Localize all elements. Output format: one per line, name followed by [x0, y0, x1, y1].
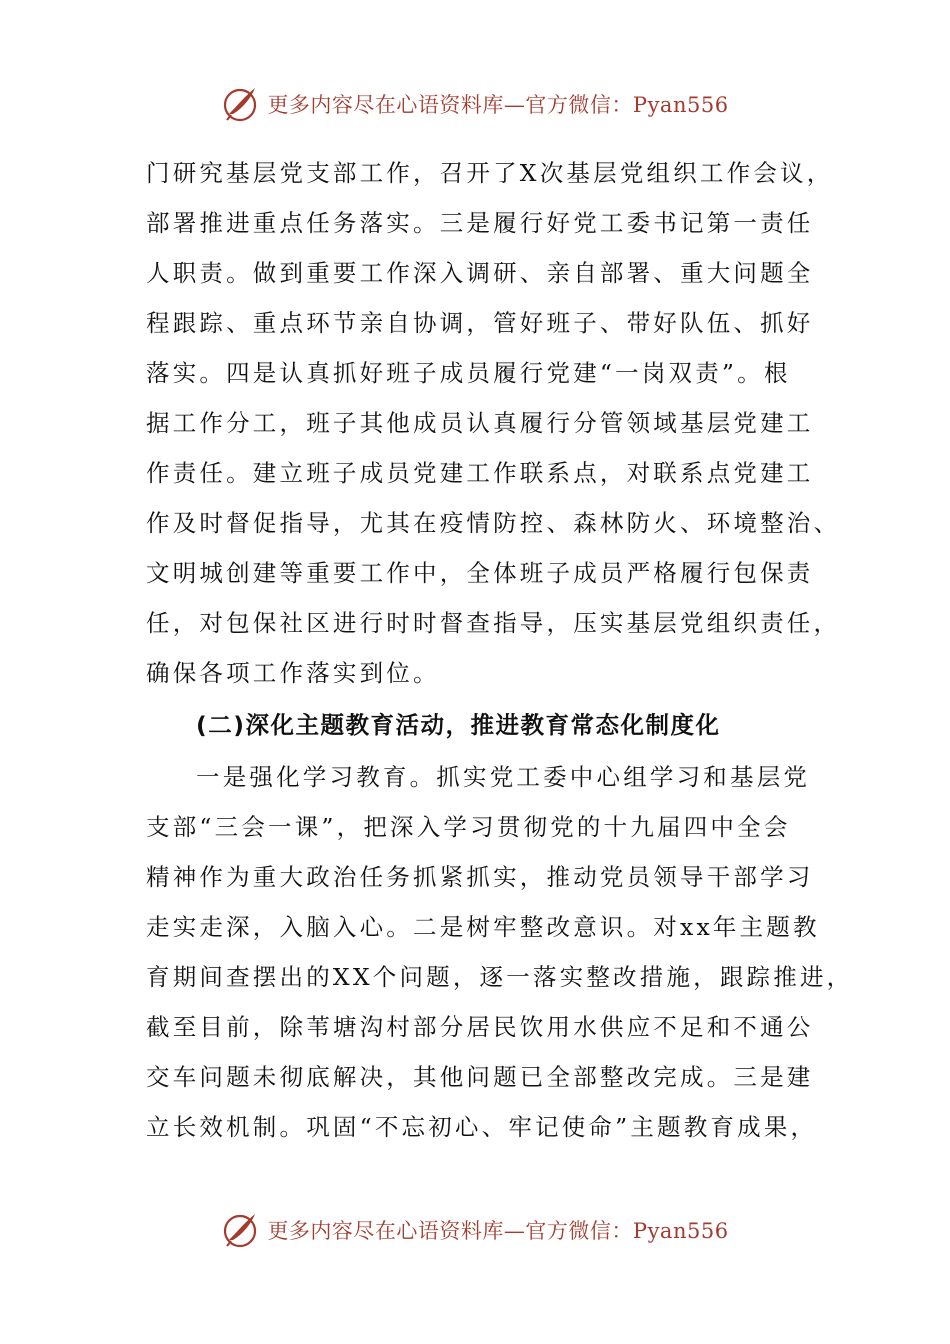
paragraph-line: 作责任。建立班子成员党建工作联系点，对联系点党建工 [146, 459, 814, 487]
paragraph-line: 一是强化学习教育。抓实党工委中心组学习和基层党 [196, 763, 811, 791]
paragraph-line: 交车问题未彻底解决，其他问题已全部整改完成。三是建 [146, 1063, 814, 1091]
paragraph-line: 任，对包保社区进行时时督查指导，压实基层党组织责任， [146, 609, 841, 637]
watermark-footer [0, 1210, 950, 1250]
paragraph-line: 支部“三会一课”，把深入学习贯彻党的十九届四中全会 [146, 813, 791, 841]
paragraph-line: 人职责。做到重要工作深入调研、亲自部署、重大问题全 [146, 259, 814, 287]
paragraph-line: 作及时督促指导，尤其在疫情防控、森林防火、环境整治、 [146, 509, 841, 537]
document-body [146, 148, 854, 1152]
section-heading: (二)深化主题教育活动，推进教育常态化制度化 [196, 711, 721, 739]
paragraph-line: 立长效机制。巩固“不忘初心、牢记使命”主题教育成果， [146, 1113, 818, 1141]
paragraph-line: 文明城创建等重要工作中，全体班子成员严格履行包保责 [146, 559, 814, 587]
paragraph-line: 确保各项工作落实到位。 [146, 659, 440, 687]
paragraph-line: 落实。四是认真抓好班子成员履行党建“一岗双责”。根 [146, 359, 791, 387]
paragraph-line: 部署推进重点任务落实。三是履行好党工委书记第一责任 [146, 209, 814, 237]
quill-logo-icon [221, 84, 261, 124]
watermark-text: 更多内容尽在心语资料库—官方微信：Pyan556 [267, 93, 729, 117]
paragraph-line: 精神作为重大政治任务抓紧抓实，推动党员领导干部学习 [146, 863, 814, 891]
watermark-text: 更多内容尽在心语资料库—官方微信：Pyan556 [267, 1219, 729, 1243]
paragraph-line: 门研究基层党支部工作，召开了X次基层党组织工作会议， [146, 159, 834, 187]
paragraph-line: 截至目前，除苇塘沟村部分居民饮用水供应不足和不通公 [146, 1013, 814, 1041]
paragraph-line: 育期间查摆出的XX个问题，逐一落实整改措施，跟踪推进， [146, 963, 854, 991]
paragraph-line: 程跟踪、重点环节亲自协调，管好班子、带好队伍、抓好 [146, 309, 814, 337]
watermark-header [0, 84, 950, 124]
quill-logo-icon [221, 1210, 261, 1250]
paragraph-line: 据工作分工，班子其他成员认真履行分管领域基层党建工 [146, 409, 814, 437]
paragraph-line: 走实走深，入脑入心。二是树牢整改意识。对xx年主题教 [146, 913, 820, 941]
